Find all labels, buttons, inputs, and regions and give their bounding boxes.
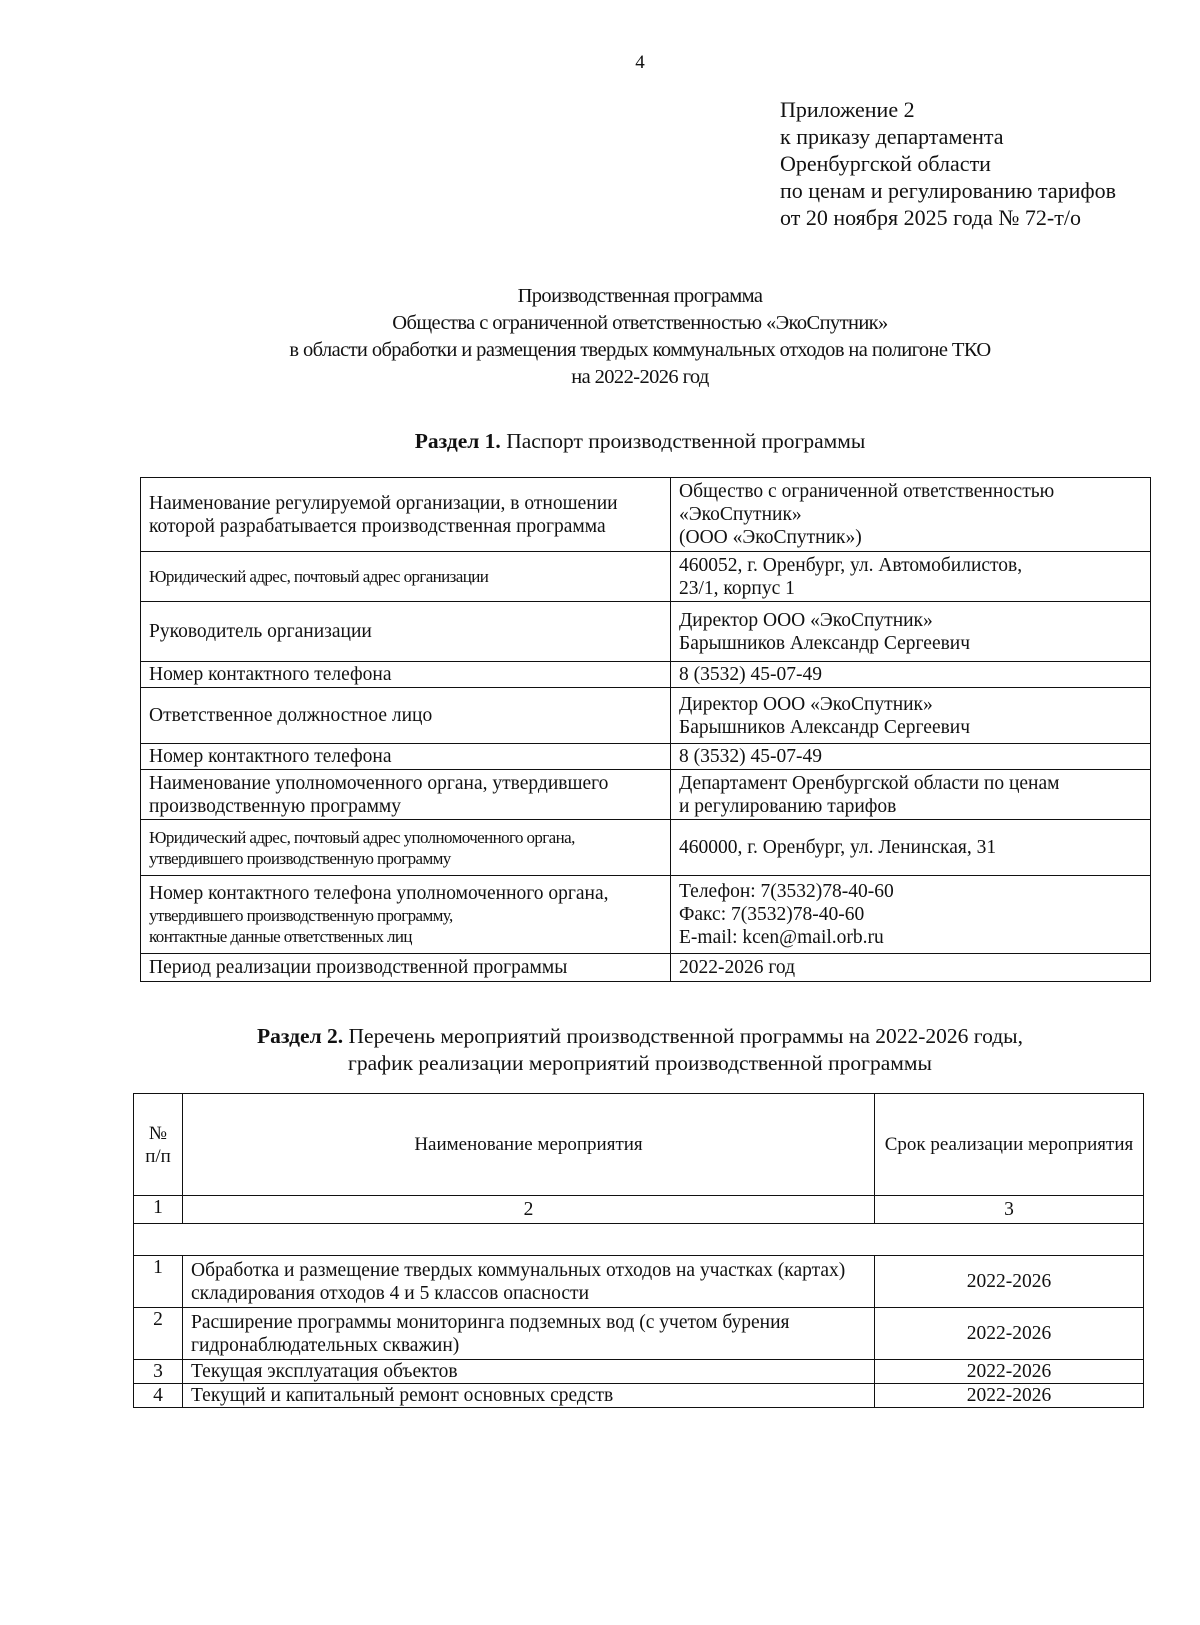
appendix-line: по ценам и регулированию тарифов — [780, 178, 1117, 203]
row-value — [671, 552, 1151, 602]
appendix-line: от 20 ноября 2025 года № 72-т/о — [780, 205, 1081, 230]
label-line: контактные данные ответственных лиц — [149, 927, 412, 946]
empty-cell — [134, 1224, 1144, 1256]
value-line: Телефон: 7(3532)78-40-60 — [679, 881, 894, 902]
row-label: Наименование уполномоченного органа, утвердившего производственную программу — [141, 770, 671, 820]
row-value — [671, 770, 1151, 820]
appendix-line: Оренбургской области — [780, 151, 991, 176]
row-name: Обработка и размещение твердых коммунальных отходов на участках (картах) складирования отходов 4 и 5 классов опасности — [183, 1256, 875, 1308]
value-line: Директор ООО «ЭкоСпутник» — [679, 693, 933, 715]
row-label: Руководитель организации — [141, 602, 671, 662]
title-line: Производственная программа — [517, 285, 763, 307]
table-header-row — [134, 1094, 1144, 1196]
value-line: 460052, г. Оренбург, ул. Автомобилистов, — [679, 554, 1023, 576]
value-line: Общество с ограниченной ответственностью — [679, 481, 1055, 502]
section1-number: Раздел 1. — [414, 429, 501, 453]
row-num: 2 — [134, 1308, 183, 1360]
row-name: Текущая эксплуатация объектов — [183, 1360, 875, 1384]
section2-title: Перечень мероприятий производственной программы на 2022-2026 годы, — [343, 1024, 1023, 1048]
col-number: 2 — [183, 1196, 875, 1224]
col-header-name: Наименование мероприятия — [183, 1094, 875, 1196]
value-line: «ЭкоСпутник» — [679, 504, 802, 525]
appendix-header — [780, 96, 1116, 231]
table-row — [141, 478, 1151, 552]
appendix-line: Приложение 2 — [780, 97, 915, 122]
row-value — [671, 478, 1151, 552]
value-line: Директор ООО «ЭкоСпутник» — [679, 609, 933, 631]
table-row — [141, 662, 1151, 688]
value-line: 23/1, корпус 1 — [679, 577, 795, 599]
table-row — [141, 876, 1151, 954]
column-number-row — [134, 1196, 1144, 1224]
value-line: Барышников Александр Сергеевич — [679, 716, 971, 738]
value-line: (ООО «ЭкоСпутник») — [679, 527, 862, 548]
col-header-term: Срок реализации мероприятия — [875, 1094, 1144, 1196]
value-line: Факс: 7(3532)78-40-60 — [679, 904, 865, 925]
table-row — [134, 1308, 1144, 1360]
row-value — [671, 876, 1151, 954]
row-term: 2022-2026 — [875, 1360, 1144, 1384]
document-title — [0, 283, 1200, 391]
row-num: 1 — [134, 1256, 183, 1308]
measures-table — [133, 1093, 1144, 1408]
passport-table — [140, 477, 1151, 982]
table-row — [141, 602, 1151, 662]
table-row — [141, 820, 1151, 876]
table-row — [141, 744, 1151, 770]
row-label: Период реализации производственной программы — [141, 954, 671, 982]
row-label: Наименование регулируемой организации, в отношении которой разрабатывается производственная программа — [141, 478, 671, 552]
row-name: Расширение программы мониторинга подземных вод (с учетом бурения гидронаблюдательных скважин) — [183, 1308, 875, 1360]
title-line: на 2022-2026 год — [571, 366, 709, 388]
row-term: 2022-2026 — [875, 1308, 1144, 1360]
table-row — [141, 552, 1151, 602]
value-line: и регулированию тарифов — [679, 795, 897, 817]
title-line: Общества с ограниченной ответственностью «ЭкоСпутник» — [392, 312, 888, 334]
label-line: Номер контактного телефона уполномоченного органа, — [149, 883, 609, 904]
row-value: 460000, г. Оренбург, ул. Ленинская, 31 — [671, 820, 1151, 876]
page-number: 4 — [635, 52, 645, 73]
title-line: в области обработки и размещения твердых коммунальных отходов на полигоне ТКО — [289, 339, 991, 361]
table-row — [134, 1360, 1144, 1384]
section2-heading-line — [0, 1023, 1200, 1050]
row-num: 4 — [134, 1384, 183, 1408]
section2-heading — [0, 1023, 1200, 1077]
section2-number: Раздел 2. — [257, 1024, 344, 1048]
col-number: 1 — [134, 1196, 183, 1224]
section2-heading-line: график реализации мероприятий производственной программы — [348, 1051, 932, 1075]
row-label: Ответственное должностное лицо — [141, 688, 671, 744]
row-label: Номер контактного телефона — [141, 744, 671, 770]
value-line: E-mail: kcen@mail.orb.ru — [679, 927, 884, 948]
row-value — [671, 602, 1151, 662]
row-label — [141, 876, 671, 954]
value-line: Барышников Александр Сергеевич — [679, 632, 971, 654]
row-num: 3 — [134, 1360, 183, 1384]
row-label: Юридический адрес, почтовый адрес уполномоченного органа, утвердившего производственную программу — [141, 820, 671, 876]
label-line: утвердившего производственную программу, — [149, 906, 453, 925]
table-row — [141, 770, 1151, 820]
empty-row — [134, 1224, 1144, 1256]
row-value: 2022-2026 год — [671, 954, 1151, 982]
appendix-line: к приказу департамента — [780, 124, 1004, 149]
row-label: Номер контактного телефона — [141, 662, 671, 688]
value-line: Департамент Оренбургской области по ценам — [679, 772, 1060, 794]
table-row — [141, 688, 1151, 744]
col-number: 3 — [875, 1196, 1144, 1224]
row-value — [671, 688, 1151, 744]
row-label: Юридический адрес, почтовый адрес организации — [141, 552, 671, 602]
section1-heading — [0, 428, 1200, 455]
col-header-num: № п/п — [134, 1094, 183, 1196]
row-value: 8 (3532) 45-07-49 — [671, 662, 1151, 688]
table-row — [141, 954, 1151, 982]
row-name: Текущий и капитальный ремонт основных средств — [183, 1384, 875, 1408]
table-row — [134, 1384, 1144, 1408]
row-term: 2022-2026 — [875, 1384, 1144, 1408]
row-term: 2022-2026 — [875, 1256, 1144, 1308]
table-row — [134, 1256, 1144, 1308]
row-value: 8 (3532) 45-07-49 — [671, 744, 1151, 770]
section1-title: Паспорт производственной программы — [500, 429, 866, 453]
